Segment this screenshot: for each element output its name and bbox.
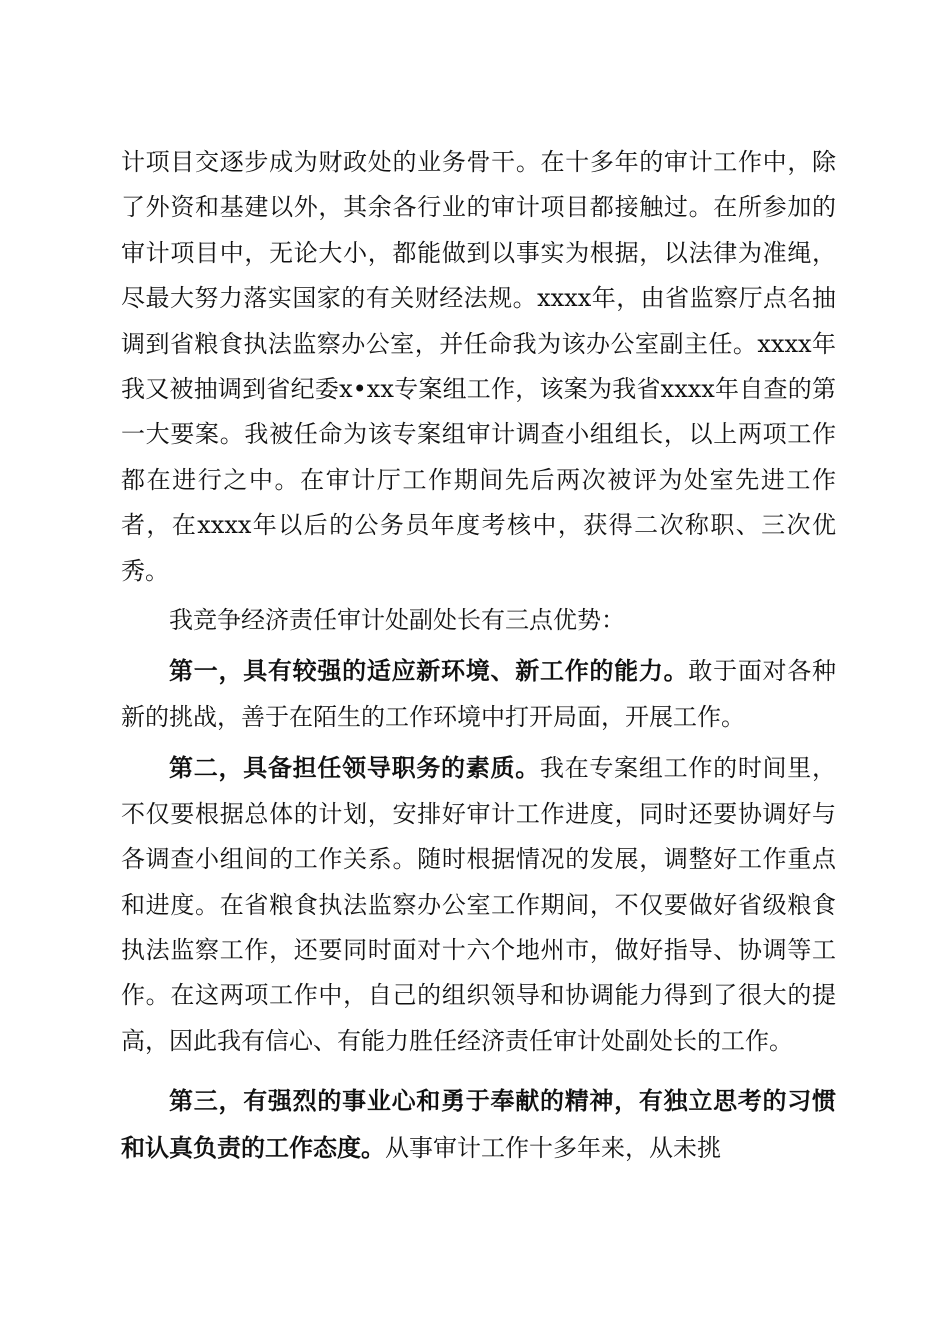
paragraph-advantage-three bbox=[121, 1078, 836, 1171]
paragraph-advantages-intro: 我竞争经济责任审计处副处长有三点优势： bbox=[169, 606, 625, 635]
advantage-three-text: 从事审计工作十多年来，从未挑 bbox=[385, 1133, 721, 1162]
paragraph-advantage-one bbox=[121, 648, 836, 740]
paragraph-advantage-two bbox=[121, 745, 836, 1064]
advantage-two-heading: 第二，具备担任领导职务的素质。 bbox=[169, 753, 540, 783]
document-body bbox=[121, 140, 836, 1171]
advantage-three-heading: 第三，有强烈的事业心和勇于奉献的精神，有独立思考的习惯和认真负责的工作态度。 bbox=[121, 1086, 836, 1162]
advantage-one-text: 敢于面对各种新的挑战，善于在陌生的工作环境中打开局面，开展工作。 bbox=[121, 657, 837, 731]
paragraph-career-summary: 计项目交逐步成为财政处的业务骨干。在十多年的审计工作中，除了外资和基建以外，其余各行业的审计项目都接触过。在所参加的审计项目中，无论大小，都能做到以事实为根据，以法律为准绳，尽最大努力落实国家的有关财经法规。xxxx年，由省监察厅点名抽调到省粮食执法监察办公室，并任命我为该办公室副主任。xxxx年我又被抽调到省纪委x•xx专案组工作，该案为我省xxxx年自查的第一大要案。我被任命为该专案组审计调查小组组长，以上两项工作都在进行之中。在审计厅工作期间先后两次被评为处室先进工作者，在xxxx年以后的公务员年度考核中，获得二次称职、三次优秀。 bbox=[121, 148, 836, 585]
advantage-two-text: 我在专案组工作的时间里，不仅要根据总体的计划，安排好审计工作进度，同时还要协调好与各调查小组间的工作关系。随时根据情况的发展，调整好工作重点和进度。在省粮食执法监察办公室工作期间，不仅要做好省级粮食执法监察工作，还要同时面对十六个地州市，做好指导、协调等工作。在这两项工作中，自己的组织领导和协调能力得到了很大的提高，因此我有信心、有能力胜任经济责任审计处副处长的工作。 bbox=[121, 754, 837, 1055]
advantage-one-heading: 第一，具有较强的适应新环境、新工作的能力。 bbox=[169, 656, 689, 686]
